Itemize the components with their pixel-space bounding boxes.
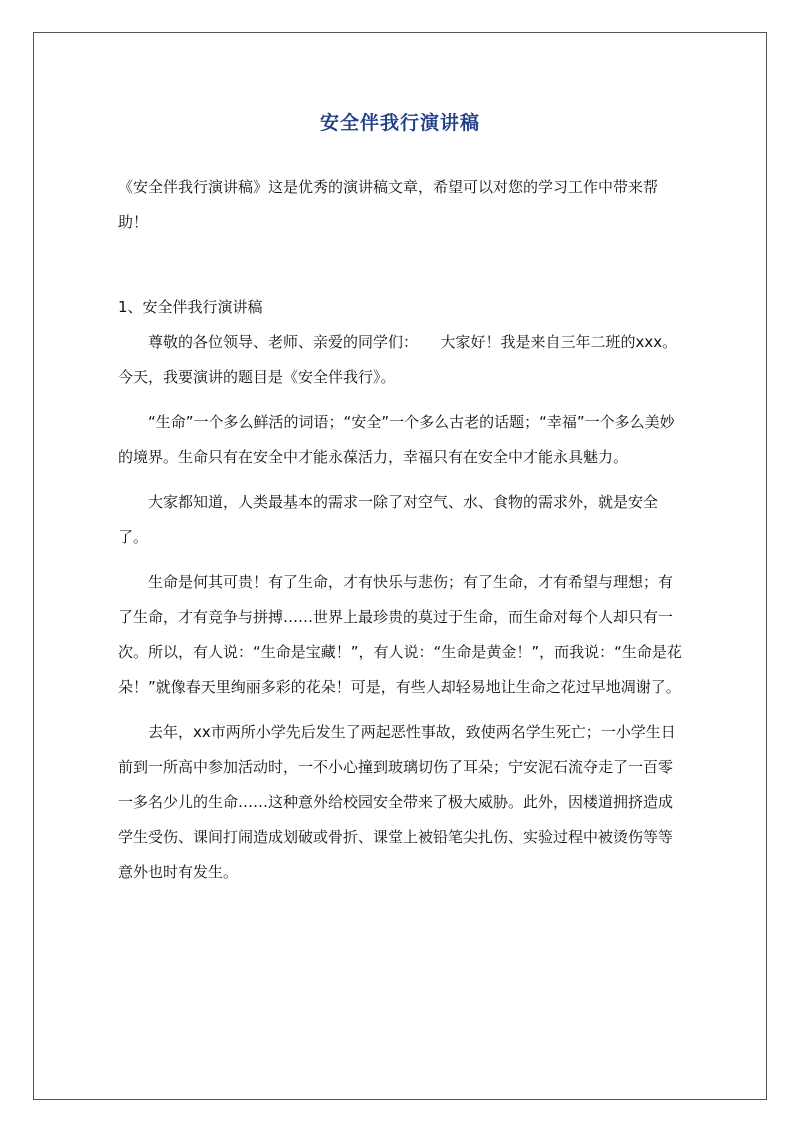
paragraph-basic-needs: 大家都知道，人类最基本的需求一除了对空气、水、食物的需求外，就是安全了。 [118, 493, 659, 546]
paragraph-life-safety-happiness: “生命”一个多么鲜活的词语；“安全”一个多么古老的话题；“幸福”一个多么美妙的境界。生命只有在安全中才能永葆活力，幸福只有在安全中才能永具魅力。 [118, 413, 675, 466]
paragraph-accidents: 去年，xx市两所小学先后发生了两起恶性事故，致使两名学生死亡；一小学生日前到一所高中参加活动时，一不小心撞到玻璃切伤了耳朵；宁安泥石流夺走了一百零一多名少儿的生命……这种意外给校园安全带来了极大威胁。此外，因楼道拥挤造成学生受伤、课间打闹造成划破或骨折、课堂上被铅笔尖扎伤、实验过程中被烫伤等等意外也时有发生。 [118, 723, 676, 881]
body-block [118, 290, 682, 900]
document-title: 安全伴我行演讲稿 [319, 112, 480, 134]
section-heading: 1、安全伴我行演讲稿 [118, 298, 263, 316]
intro-block [118, 170, 682, 240]
paragraph-life-precious: 生命是何其可贵！有了生命，才有快乐与悲伤；有了生命，才有希望与理想；有了生命，才有竞争与拼搏……世界上最珍贵的莫过于生命，而生命对每个人却只有一次。所以，有人说：“生命是宝藏！”，有人说：“生命是黄金！”，而我说：“生命是花朵！”就像春天里绚丽多彩的花朵！可是，有些人却轻易地让生命之花过早地凋谢了。 [118, 573, 682, 696]
intro-paragraph: 《安全伴我行演讲稿》这是优秀的演讲稿文章，希望可以对您的学习工作中带来帮助！ [118, 178, 659, 231]
paragraph-greeting: 尊敬的各位领导、老师、亲爱的同学们： 大家好！我是来自三年二班的xxx。今天，我要演讲的题目是《安全伴我行》。 [118, 333, 678, 386]
